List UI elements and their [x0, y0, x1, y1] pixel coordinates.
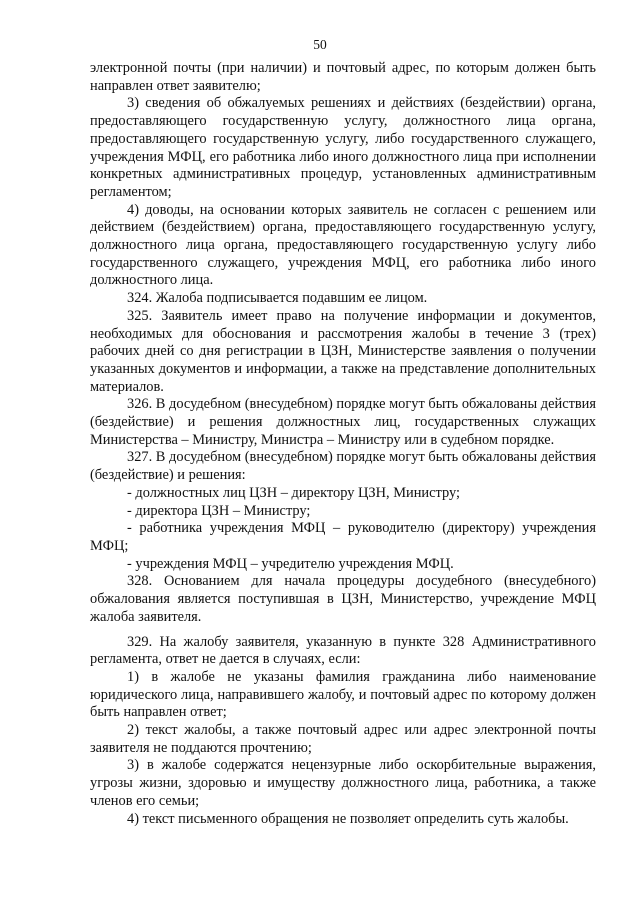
paragraph-contact-info-continuation: электронной почты (при наличии) и почтовый адрес, по которым должен быть направлен ответ заявителю; [90, 60, 596, 94]
paragraph-329-item-2: 2) текст жалобы, а также почтовый адрес или адрес электронной почты заявителя не поддаются прочтению; [90, 722, 596, 756]
page-number: 50 [313, 37, 327, 52]
list-item-mfc-employee: - работника учреждения МФЦ – руководителю (директору) учреждения МФЦ; [90, 520, 596, 554]
paragraph-329: 329. На жалобу заявителя, указанную в пункте 328 Административного регламента, ответ не дается в случаях, если: [90, 633, 596, 668]
paragraph-327: 327. В досудебном (внесудебном) порядке могут быть обжалованы действия (бездействие) и решения: [90, 449, 596, 484]
paragraph-325: 325. Заявитель имеет право на получение информации и документов, необходимых для обоснования и рассмотрения жалобы в течение 3 (трех) рабочих дней со дня регистрации в ЦЗН, Министерстве заявления о получении указанных документов и информации, а также на представление дополнительных материалов. [90, 307, 596, 395]
paragraph-328: 328. Основанием для начала процедуры досудебного (внесудебного) обжалования является поступившая в ЦЗН, Министерство, учреждение МФЦ жалоба заявителя. [90, 573, 596, 625]
paragraph-329-item-1: 1) в жалобе не указаны фамилия гражданина либо наименование юридического лица, направившего жалобу, и почтовый адрес по которому должен быть направлен ответ; [90, 668, 596, 721]
paragraph-326: 326. В досудебном (внесудебном) порядке могут быть обжалованы действия (бездействие) и решения должностных лиц, государственных служащих Министерства – Министру, Министра – Министру или в судебном порядке. [90, 396, 596, 448]
paragraph-item-3-decisions: 3) сведения об обжалуемых решениях и действиях (бездействии) органа, предоставляющего государственную услугу, должностного лица органа, предоставляющего государственную услугу, либо государственного служащего, учреждения МФЦ, его работника либо иного должностного лица при исполнении конкретных административных процедур, установленных административным регламентом; [90, 95, 596, 200]
document-body [90, 60, 596, 828]
paragraph-324: 324. Жалоба подписывается подавшим ее лицом. [127, 290, 428, 307]
list-item-czn-director: - директора ЦЗН – Министру; [127, 502, 311, 519]
list-item-mfc-institution: - учреждения МФЦ – учредителю учреждения МФЦ. [127, 555, 454, 572]
list-item-czn-officials: - должностных лиц ЦЗН – директору ЦЗН, Министру; [127, 484, 460, 501]
paragraph-329-item-3: 3) в жалобе содержатся нецензурные либо оскорбительные выражения, угрозы жизни, здоровью и имуществу должностного лица, работника, а также членов его семьи; [90, 757, 596, 809]
paragraph-329-item-4: 4) текст письменного обращения не позволяет определить суть жалобы. [127, 810, 569, 827]
paragraph-item-4-arguments: 4) доводы, на основании которых заявитель не согласен с решением или действием (бездействием) органа, предоставляющего государственную услугу, должностного лица органа, предоставляющего государственную услугу либо государственного служащего, учреждения МФЦ, его работника либо иного должностного лица. [90, 201, 596, 289]
